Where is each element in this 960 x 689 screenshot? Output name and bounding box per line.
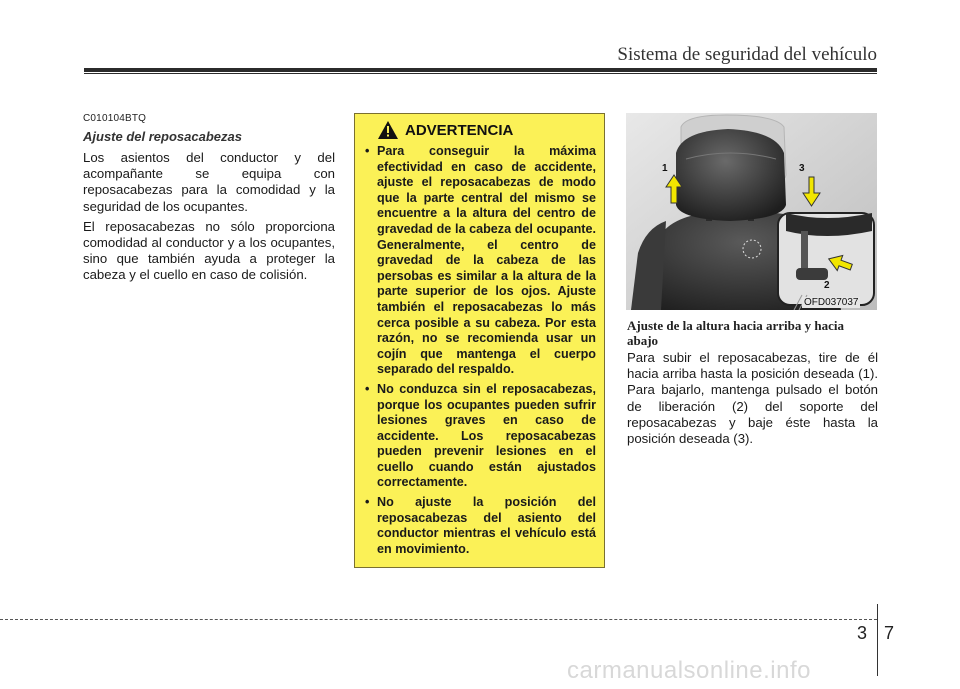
footer-rule: [0, 619, 877, 620]
warning-item-text: No conduzca sin el reposacabezas, porque los ocupantes pueden sufrir lesiones graves en caso de accidente. Los reposacabezas pueden prevenir lesiones en el cuello cuando están ajustados correctamente.: [377, 381, 596, 490]
right-column: [627, 350, 878, 451]
watermark: carmanualsonline.info: [567, 657, 811, 684]
body-paragraph: Para subir el reposacabezas, tire de él hacia arriba hasta la posición deseada (1). Para bajarlo, mantenga pulsado el botón de liberación (2) del soporte del reposacabezas y baje éste hasta la posición deseada (3).: [627, 350, 878, 447]
chapter-number: 3: [857, 623, 868, 643]
header-rule-thin: [84, 73, 877, 74]
warning-item: [365, 382, 596, 491]
warning-header: [377, 120, 596, 140]
warning-triangle-icon: [377, 120, 399, 140]
section-code: C010104BTQ: [83, 113, 147, 124]
warning-item-text: No ajuste la posición del reposacabezas del asiento del conductor mientras el vehículo está en movimiento.: [377, 495, 596, 556]
figure-label-3: 3: [799, 163, 805, 174]
figure-label-1: 1: [662, 163, 668, 174]
warning-title: ADVERTENCIA: [405, 121, 514, 139]
headrest-drawing: [626, 113, 877, 310]
bullet: •: [365, 144, 370, 158]
body-paragraph: Los asientos del conductor y del acompañante se equipa con reposacabezas para la comodidad y la seguridad de los ocupantes.: [83, 150, 335, 214]
section-subhead: Ajuste del reposacabezas: [83, 129, 242, 144]
warning-box: [354, 113, 605, 568]
warning-item: [365, 495, 596, 557]
warning-list: [365, 144, 596, 557]
headrest-illustration: [626, 113, 877, 310]
header-rule: [84, 68, 877, 72]
bullet: •: [365, 495, 370, 510]
bullet: •: [365, 381, 370, 396]
warning-item: [365, 144, 596, 378]
figure-label-2: 2: [824, 280, 830, 291]
page-number: 7: [884, 623, 895, 643]
body-paragraph: El reposacabezas no sólo proporciona comodidad al conductor y a los ocupantes, sino que también ayuda a proteger la cabeza y el cuello en caso de colisión.: [83, 218, 335, 283]
figure-code: OFD037037: [804, 297, 859, 308]
figure-caption: Ajuste de la altura hacia arriba y hacia abajo: [627, 318, 845, 348]
left-column: [83, 113, 335, 288]
warning-item-text: Para conseguir la máxima efectividad en caso de accidente, ajuste el reposacabezas de modo que la parte central del mismo se encuentre a la altura del centro de gravedad de la cabeza del ocupante. Generalmente, el centro de gravedad de la cabeza de las persobas es similar a la altura de la parte superior de los ojos. Ajuste también el reposacabezas lo más cerca posible a su cabeza. Por esta razón, no se recomienda usar un cojín que mantenga el cuerpo separado del respaldo.: [377, 144, 596, 377]
footer-divider: [877, 604, 878, 676]
running-header-title: Sistema de seguridad del vehículo: [617, 44, 877, 65]
